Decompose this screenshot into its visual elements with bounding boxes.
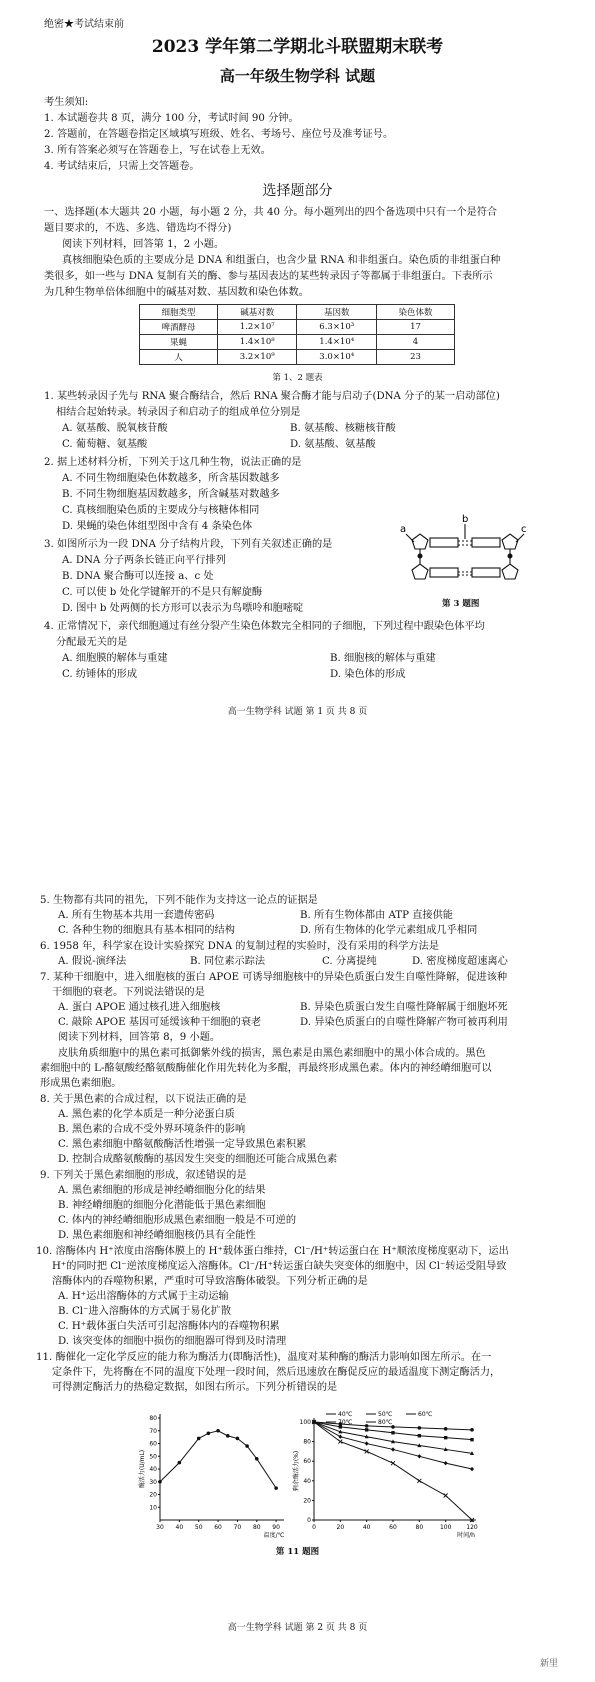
y-tick-label: 80 <box>303 1438 311 1446</box>
read-prompt: 阅读下列材料，回答第 1，2 小题。 <box>62 239 225 250</box>
option: D. 控制合成酪氨酸酶的基因发生突变的细胞还可能合成黑色素 <box>58 1154 338 1165</box>
data-point <box>470 1467 474 1471</box>
table-cell: 6.3×10³ <box>297 320 377 335</box>
x-tick-label: 80 <box>252 1524 261 1531</box>
legend-label: 50℃ <box>378 1411 393 1418</box>
table-cell: 3.2×10⁹ <box>217 350 297 365</box>
data-point <box>391 1461 395 1465</box>
page-1 <box>0 0 595 760</box>
table-row <box>140 335 455 350</box>
option: C. 黑色素细胞中酪氨酸酶活性增强一定导致黑色素积累 <box>58 1139 307 1150</box>
option: B. 所有生物体都由 ATP 直接供能 <box>300 910 453 921</box>
data-point <box>226 1434 230 1438</box>
data-point <box>418 1426 422 1430</box>
table-cell: 23 <box>377 350 455 365</box>
table-header: 染色体数 <box>377 305 455 320</box>
x-axis-label: 时间/h <box>457 1532 475 1539</box>
table-cell: 啤酒酵母 <box>140 320 218 335</box>
table-cell: 17 <box>377 320 455 335</box>
data-point <box>444 1427 448 1431</box>
x-tick-label: 0 <box>312 1524 316 1531</box>
question-7: 干细胞的衰老。下列说法错误的是 <box>52 987 205 998</box>
data-point <box>158 1480 162 1484</box>
question-10: 10. 溶酶体内 H⁺浓度由溶酶体膜上的 H⁺载体蛋白维持，Cl⁻/H⁺转运蛋白在 H⁺顺浓度梯度驱动下，运出 <box>36 1246 509 1257</box>
table-row <box>140 320 455 335</box>
y-tick-label: 50 <box>149 1453 157 1461</box>
option: D. 染色体的形成 <box>330 669 406 680</box>
x-tick-label: 40 <box>175 1524 184 1531</box>
data-point <box>365 1441 369 1445</box>
figure-caption: 第 3 题图 <box>442 599 480 609</box>
material-line: 形成黑色素细胞。 <box>40 1078 122 1089</box>
question-4: 分配最无关的是 <box>56 637 128 648</box>
deoxyribose-pentagon <box>412 534 428 549</box>
material-line: 类很多，如一些与 DNA 复制有关的酶、参与基因表达的某些转录因子等都属于非组蛋白。下表所示 <box>44 271 493 282</box>
x-tick-label: 60 <box>389 1524 397 1531</box>
question-11: 定条件下，先将酶在不同的温度下处理一段时间，然后迅速放在酶促反应的最适温度下测定酶活力， <box>52 1367 501 1378</box>
table-cell: 4 <box>377 335 455 350</box>
question-7: 7. 某种干细胞中，进入细胞核的蛋白 APOE 可诱导细胞核中的异染色质蛋白发生自噬性降解，促进该种 <box>40 972 508 983</box>
base-rect <box>430 568 458 577</box>
data-point <box>391 1431 394 1434</box>
y-tick-label: 80 <box>149 1415 157 1422</box>
option: B. Cl⁻进入溶酶体的方式属于易化扩散 <box>58 1306 232 1317</box>
material-line: 素细胞中的 L-酪氨酸经酪氨酸酶催化作用先转化为多醌，再最终形成黑色素。体内的神经嵴细胞可以 <box>40 1063 492 1074</box>
question-5: 5. 生物都有共同的祖先，下列不能作为支持这一论点的证据是 <box>40 895 318 906</box>
thermal-stability-chart <box>288 1400 488 1540</box>
option: C. 可以使 b 处化学键解开的不是只有解旋酶 <box>62 587 263 598</box>
option: C. 真核细胞染色质的主要成分与核糖体相同 <box>62 505 260 516</box>
legend-label: 40℃ <box>338 1411 353 1418</box>
option: B. 细胞核的解体与重建 <box>330 653 436 664</box>
page-footer: 高一生物学科 试题 第 2 页 共 8 页 <box>227 1623 368 1633</box>
y-tick-label: 0 <box>307 1517 311 1524</box>
table-header-row <box>140 305 455 320</box>
notice-line: 3. 所有答案必须写在答题卷上，写在试卷上无效。 <box>44 145 271 156</box>
question-8: 8. 关于黑色素的合成过程，以下说法正确的是 <box>40 1094 247 1105</box>
y-tick-label: 20 <box>303 1497 311 1505</box>
table-cell: 1.2×10⁷ <box>217 320 297 335</box>
data-point <box>338 1435 342 1439</box>
secret-label: 绝密★考试结束前 <box>44 19 124 30</box>
question-1: 相结合起始转录。转录因子和启动子的组成单位分别是 <box>56 407 301 418</box>
y-tick-label: 20 <box>149 1491 157 1499</box>
exam-title: 2023 学年第二学期北斗联盟期末联考 <box>151 37 444 57</box>
option: B. 氨基酸、核糖核苷酸 <box>290 423 396 434</box>
material-line: 皮肤角质细胞中的黑色素可抵御紫外线的损害，黑色素是由黑色素细胞中的黑小体合成的。黑色 <box>58 1048 486 1059</box>
option: A. 假说-演绎法 <box>58 956 127 967</box>
y-tick-label: 40 <box>303 1477 311 1485</box>
table-cell: 1.4×10⁸ <box>217 335 297 350</box>
legend-label: 70℃ <box>338 1419 353 1426</box>
x-tick-label: 120 <box>466 1524 478 1531</box>
table-cell: 1.4×10⁴ <box>297 335 377 350</box>
instructions: 一、选择题(本大题共 20 小题，每小题 2 分，共 40 分。每小题列出的四个备选项中只有一个是符合 <box>44 207 498 218</box>
data-point <box>417 1479 421 1483</box>
x-axis-label: 温度/℃ <box>263 1532 285 1539</box>
notice-line: 1. 本试题卷共 8 页，满分 100 分，考试时间 90 分钟。 <box>44 113 299 124</box>
label-b: b <box>462 514 469 525</box>
option: D. 异染色质蛋白的自噬性降解产物可被再利用 <box>300 1017 508 1028</box>
y-tick-label: 70 <box>149 1427 157 1435</box>
option: D. 所有生物体的化学元素组成几乎相同 <box>300 925 478 936</box>
data-point <box>178 1461 182 1465</box>
data-point <box>207 1432 211 1436</box>
x-tick-label: 90 <box>272 1524 280 1531</box>
x-tick-label: 20 <box>336 1524 345 1531</box>
page-2 <box>0 880 595 1682</box>
enzyme-activity-chart <box>130 1400 290 1540</box>
option: C. 葡萄糖、氨基酸 <box>62 439 148 450</box>
notice-line: 4. 考试结束后，只需上交答题卷。 <box>44 161 200 172</box>
data-point <box>216 1429 220 1433</box>
series-line <box>314 1422 472 1520</box>
option: D. 氨基酸、氨基酸 <box>290 439 376 450</box>
x-tick-label: 100 <box>439 1524 452 1531</box>
question-11: 11. 酶催化一定化学反应的能力称为酶活力(即酶活性)，温度对某种酶的酶活力影响如图左所示。在一 <box>36 1352 492 1363</box>
table-caption: 第 1、2 题表 <box>272 373 323 383</box>
deoxyribose-pentagon <box>502 534 518 549</box>
data-point <box>470 1428 474 1432</box>
question-6: 6. 1958 年，科学家在设计实验探究 DNA 的复制过程的实验时，没有采用的科学方法是 <box>40 941 440 952</box>
option: A. DNA 分子两条长链正向平行排列 <box>62 555 226 566</box>
figure-caption: 第 11 题图 <box>275 1547 320 1557</box>
question-2: 2. 据上述材料分析，下列关于这几种生物，说法正确的是 <box>44 457 302 468</box>
option: D. 黑色素细胞和神经嵴细胞核仍具有全能性 <box>58 1230 256 1241</box>
x-tick-label: 70 <box>233 1524 242 1531</box>
section-title: 选择题部分 <box>262 183 333 199</box>
option: A. 氨基酸、脱氧核苷酸 <box>62 423 168 434</box>
option: A. 不同生物细胞染色体数越多，所含基因数越多 <box>62 473 280 484</box>
option: B. 不同生物细胞基因数越多，所含碱基对数越多 <box>62 489 280 500</box>
label-a: a <box>400 524 407 535</box>
option: D. 果蝇的染色体组型图中含有 4 条染色体 <box>62 521 253 532</box>
table-cell: 3.0×10⁴ <box>297 350 377 365</box>
data-point <box>255 1457 259 1461</box>
option: C. 分离提纯 <box>322 956 377 967</box>
table-header: 基因数 <box>297 305 377 320</box>
watermark-text: 新里 <box>540 1659 559 1669</box>
option: B. 神经嵴细胞的细胞分化潜能低于黑色素细胞 <box>58 1200 266 1211</box>
dna-structure-figure <box>400 512 530 594</box>
base-rect <box>472 538 500 547</box>
option: C. 体内的神经嵴细胞形成黑色素细胞一般是不可逆的 <box>58 1215 297 1226</box>
option: B. 同位素示踪法 <box>190 956 266 967</box>
y-axis-label: 剩余酶活力(%) <box>293 1450 300 1492</box>
genome-table <box>139 304 455 365</box>
y-tick-label: 30 <box>149 1478 157 1486</box>
data-point <box>444 1494 448 1498</box>
notice-head: 考生须知: <box>44 97 89 108</box>
deoxyribose-pentagon <box>502 564 518 579</box>
y-tick-label: 60 <box>149 1440 157 1448</box>
y-axis-label: 酶活力(U/mL) <box>139 1449 146 1489</box>
data-point <box>444 1436 447 1439</box>
option: A. H⁺运出溶酶体的方式属于主动运输 <box>58 1291 229 1302</box>
option: B. 黑色素的合成不受外界环境条件的影响 <box>58 1124 246 1135</box>
question-10: H⁺的同时把 Cl⁻逆浓度梯度运入溶酶体。Cl⁻/H⁺转运蛋白缺失突变体的细胞中，因 Cl⁻转运受阻导致 <box>52 1261 507 1272</box>
data-point <box>470 1438 473 1441</box>
data-point <box>365 1424 369 1428</box>
table-header: 细胞类型 <box>140 305 218 320</box>
data-point <box>417 1454 421 1458</box>
y-tick-label: 100 <box>299 1419 311 1426</box>
series-line <box>160 1431 276 1488</box>
data-point <box>245 1444 249 1448</box>
page-footer: 高一生物学科 试题 第 1 页 共 8 页 <box>227 707 368 717</box>
data-point <box>444 1461 448 1465</box>
x-tick-label: 50 <box>194 1524 203 1531</box>
data-point <box>391 1447 395 1451</box>
question-10: 溶酶体内的吞噬物积累，严重时可导致溶酶体破裂。下列分析正确的是 <box>52 1276 368 1287</box>
option: A. 所有生物基本共用一套遗传密码 <box>58 910 215 921</box>
material-line: 真核细胞染色质的主要成分是 DNA 和组蛋白，也含少量 RNA 和非组蛋白。染色质的非组蛋白种 <box>62 255 501 266</box>
y-tick-label: 60 <box>303 1458 311 1466</box>
y-tick-label: 40 <box>149 1466 157 1473</box>
question-9: 9. 下列关于黑色素细胞的形成，叙述错误的是 <box>40 1170 247 1181</box>
question-3: 3. 如图所示为一段 DNA 分子结构片段，下列有关叙述正确的是 <box>44 539 333 550</box>
question-11: 可得测定酶活力的热稳定数据，如图右所示。下列分析错误的是 <box>52 1382 338 1393</box>
question-1: 1. 某些转录因子先与 RNA 聚合酶结合，然后 RNA 聚合酶才能与启动子(DNA 分子的某一启动部位) <box>44 391 500 402</box>
deoxyribose-pentagon <box>412 564 428 579</box>
option: C. H⁺载体蛋白失活可引起溶酶体内的吞噬物积累 <box>58 1321 280 1332</box>
option: C. 敲除 APOE 基因可延缓该种干细胞的衰老 <box>58 1017 262 1028</box>
option: B. 异染色质蛋白发生自噬性降解属于细胞坏死 <box>300 1002 508 1013</box>
question-4: 4. 正常情况下，亲代细胞通过有丝分裂产生染色体数完全相同的子细胞，下列过程中跟染色体平均 <box>44 621 485 632</box>
option: C. 各种生物的细胞具有基本相同的结构 <box>58 925 235 936</box>
option: D. 该突变体的细胞中损伤的细胞器可得到及时清理 <box>58 1336 287 1347</box>
option: C. 纺锤体的形成 <box>62 669 138 680</box>
read-prompt: 阅读下列材料，回答第 8，9 小题。 <box>58 1032 221 1043</box>
base-rect <box>472 568 500 577</box>
material-line: 为几种生物单倍体细胞中的碱基对数、基因数和染色体数。 <box>44 287 309 298</box>
data-point <box>365 1428 368 1431</box>
x-tick-label: 80 <box>415 1524 424 1531</box>
option: D. 密度梯度超速离心 <box>412 956 508 967</box>
label-c: c <box>521 524 527 535</box>
option: A. 黑色素的化学本质是一种分泌蛋白质 <box>58 1109 235 1120</box>
option: D. 图中 b 处两侧的长方形可以表示为鸟嘌呤和胞嘧啶 <box>62 603 304 614</box>
x-tick-label: 30 <box>156 1524 164 1531</box>
subject-title: 高一年级生物学科 试题 <box>219 67 376 85</box>
data-point <box>236 1437 240 1441</box>
legend-label: 80℃ <box>378 1419 393 1426</box>
x-tick-label: 40 <box>362 1524 371 1531</box>
legend-label: 60℃ <box>418 1411 433 1418</box>
option: B. DNA 聚合酶可以连接 a、c 处 <box>62 571 214 582</box>
table-cell: 果蝇 <box>140 335 218 350</box>
option: A. 细胞膜的解体与重建 <box>62 653 168 664</box>
option: A. 黑色素细胞的形成是神经嵴细胞分化的结果 <box>58 1185 266 1196</box>
table-row <box>140 350 455 365</box>
table-header: 碱基对数 <box>217 305 297 320</box>
instructions: 题目要求的，不选、多选、错选均不得分) <box>44 223 232 234</box>
x-tick-label: 60 <box>214 1524 222 1531</box>
data-point <box>418 1434 421 1437</box>
data-point <box>274 1486 278 1490</box>
table-cell: 人 <box>140 350 218 365</box>
y-tick-label: 10 <box>149 1504 157 1512</box>
base-rect <box>430 538 458 547</box>
option: A. 蛋白 APOE 通过核孔进入细胞核 <box>58 1002 221 1013</box>
notice-line: 2. 答题前，在答题卷指定区域填写班级、姓名、考场号、座位号及准考证号。 <box>44 129 394 140</box>
data-point <box>197 1437 201 1441</box>
